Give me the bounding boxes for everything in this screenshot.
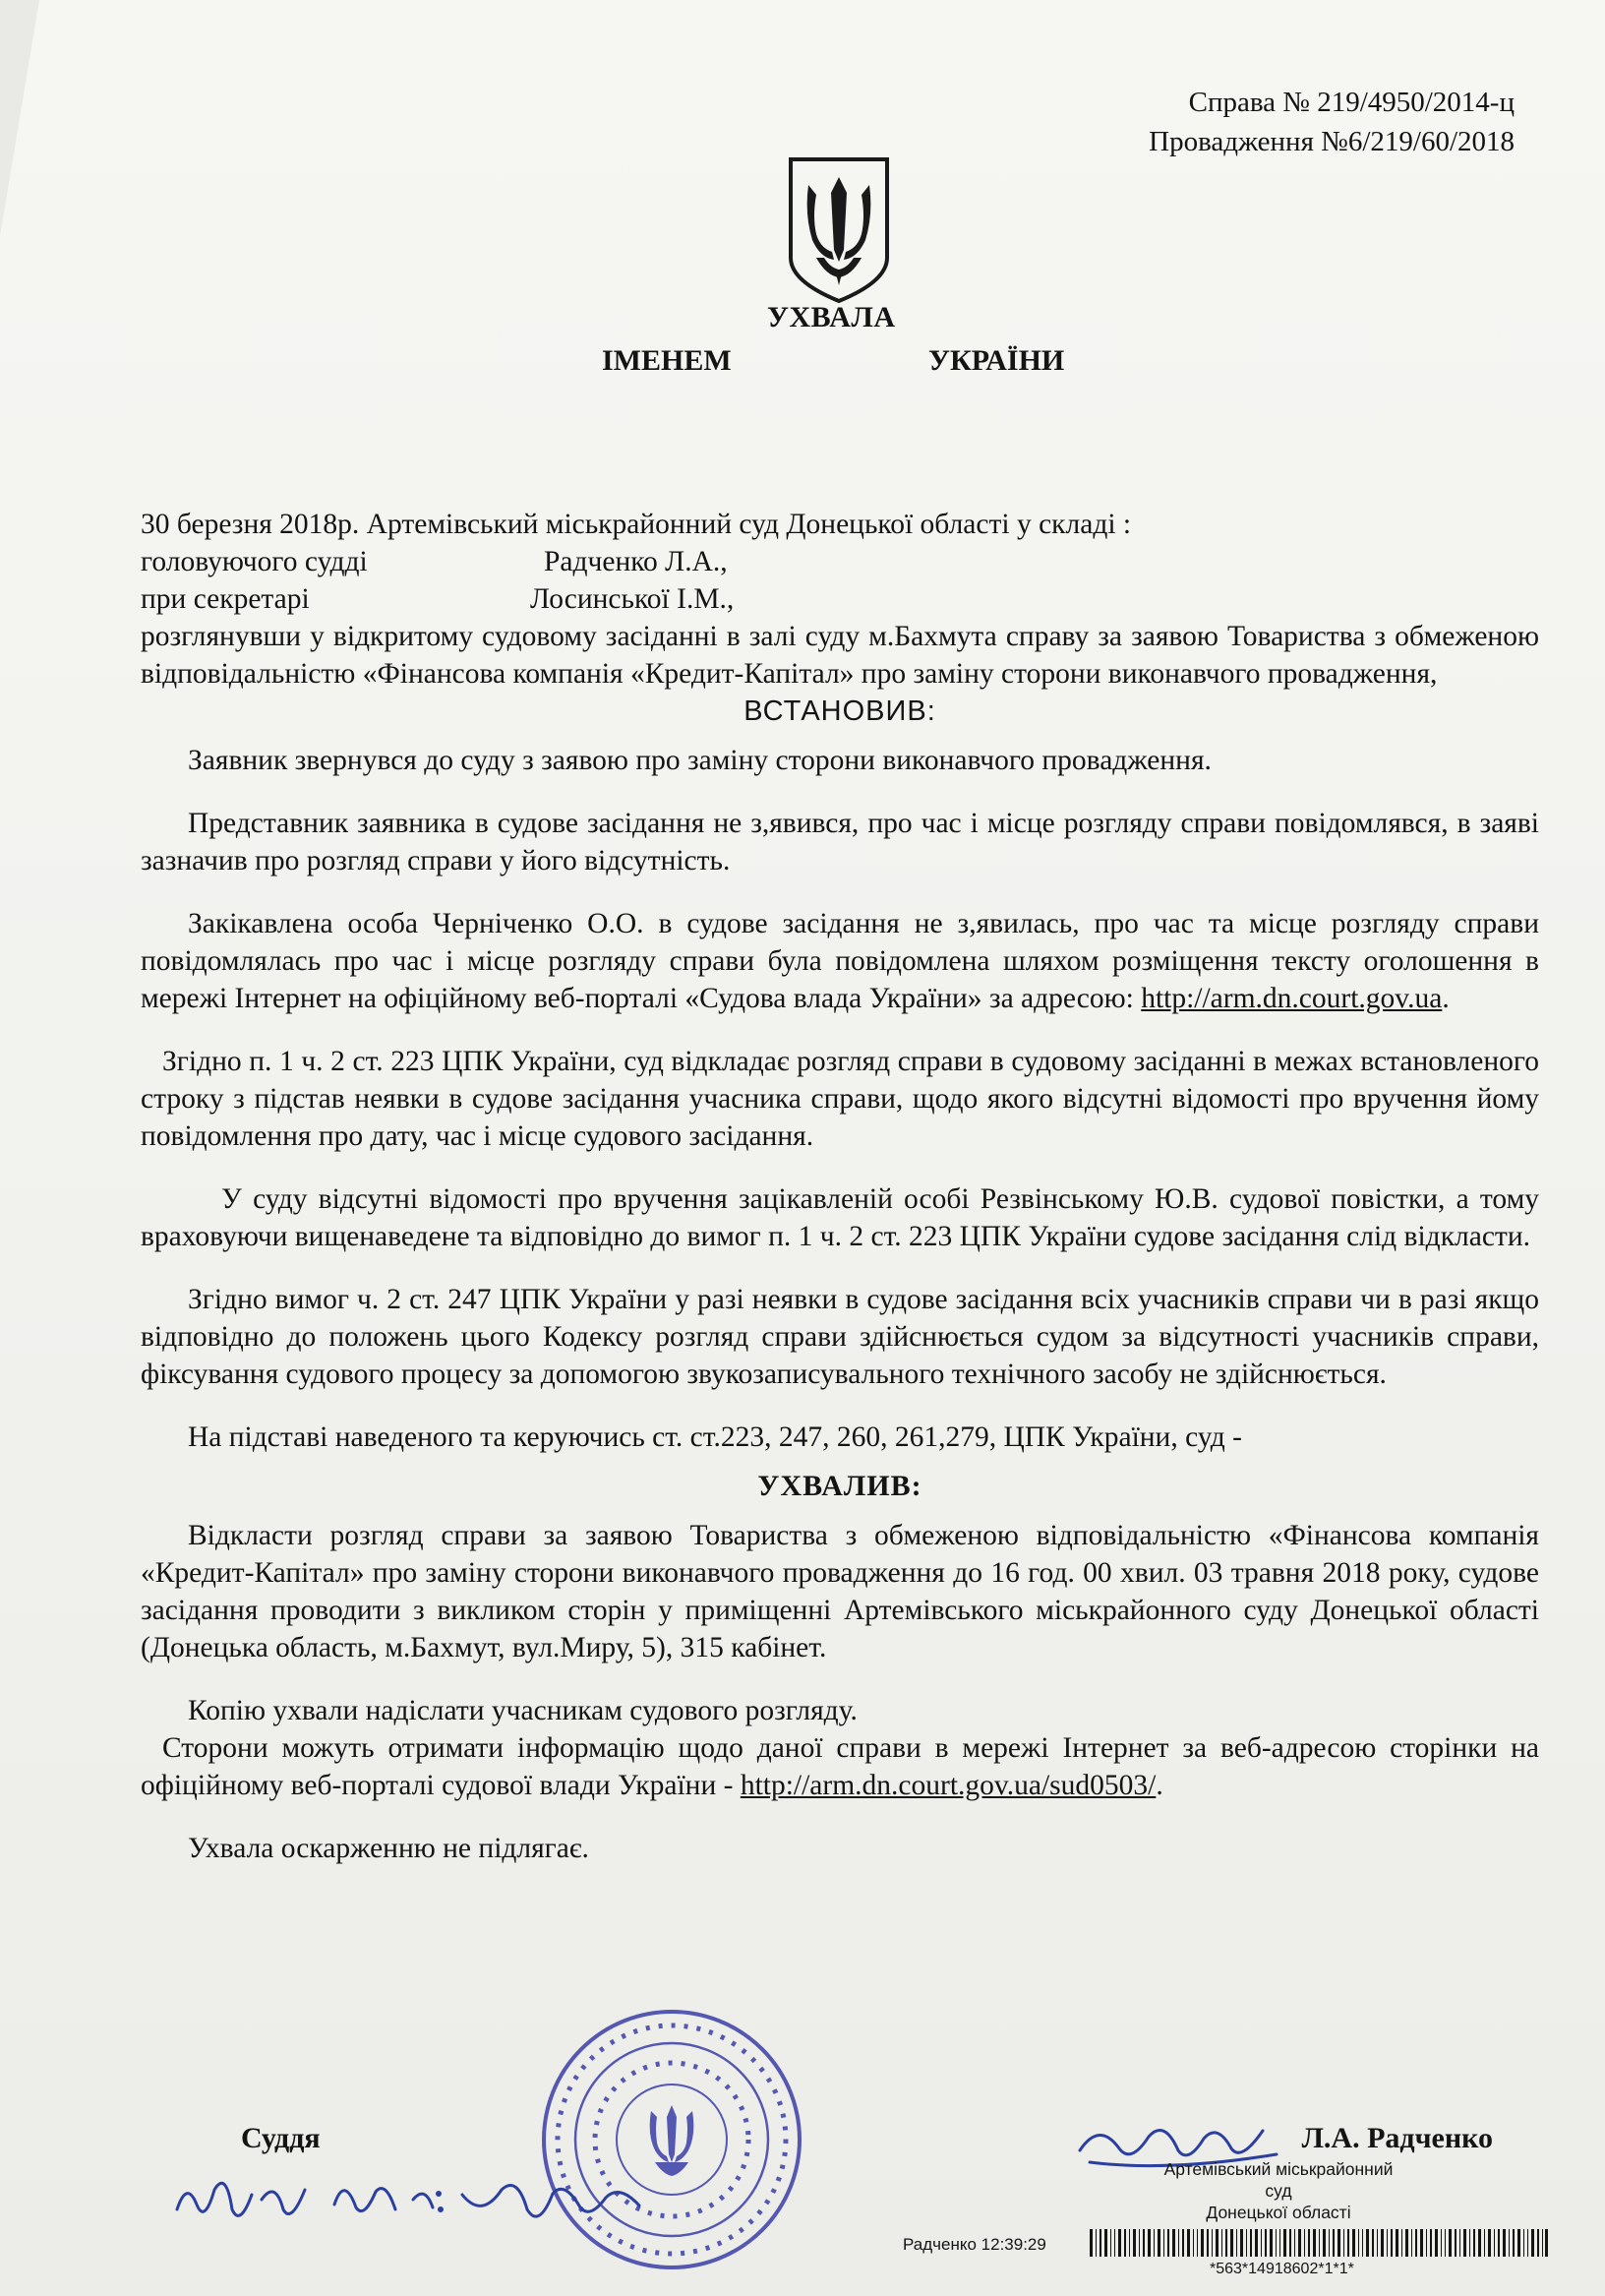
court-stamp-line-2: Донецької області — [1206, 2203, 1351, 2222]
ruled-paragraph-3-end: . — [1156, 1770, 1163, 1801]
secretary-label: при секретарі — [141, 583, 310, 615]
court-website-link[interactable]: http://arm.dn.court.gov.ua — [1141, 983, 1443, 1014]
footer-timestamp: Радченко 12:39:29 — [903, 2235, 1046, 2254]
presiding-name: Радченко Л.А., — [544, 546, 728, 577]
header-of-ukraine: УКРАЇНИ — [928, 344, 1065, 377]
document-body — [141, 506, 1539, 1867]
ruled-paragraph-3 — [141, 1729, 1539, 1804]
case-number: Справа № 219/4950/2014-ц — [1188, 87, 1515, 118]
case-info — [1149, 83, 1515, 161]
presiding-row — [141, 543, 1539, 580]
established-heading: ВСТАНОВИВ: — [743, 695, 936, 727]
header-in-the-name: ІМЕНЕМ — [602, 344, 732, 377]
ruled-paragraph-4: Ухвала оскарженню не підлягає. — [188, 1833, 589, 1864]
established-paragraph-7: На підставі наведеного та керуючись ст. ст.223, 247, 260, 261,279, ЦПК України, суд - — [188, 1421, 1242, 1453]
ruled-paragraph-2: Копію ухвали надіслати учасникам судового розгляду. — [188, 1695, 858, 1726]
established-paragraph-6: Згідно вимог ч. 2 ст. 247 ЦПК України у разі неявки в судове засідання всіх учасників справи чи в разі якщо відповідно до положень цього Кодексу розгляд справи здійснюється судом за відсутності учасників справи, фіксування судового процесу за допомогою звукозаписувального технічного засобу не здійснюється. — [141, 1284, 1539, 1390]
ruled-paragraph-3-text: Сторони можуть отримати інформацію щодо даної справи в мережі Інтернет за веб-адресою сторінки на офіційному веб-порталі судової влади України - — [141, 1732, 1539, 1801]
intro-date-line: 30 березня 2018р. Артемівський міськрайонний суд Донецької області у складі : — [141, 509, 1132, 540]
secretary-name: Лосинської І.М., — [530, 583, 735, 615]
judge-label: Суддя — [241, 2122, 321, 2154]
secretary-row — [141, 580, 1539, 618]
considered-paragraph: розглянувши у відкритому судовому засіданні в залі суду м.Бахмута справу за заявою Товариства з обмеженою відповідальністю «Фінансова компанія «Кредит-Капітал» про заміну сторони виконавчого провадження, — [141, 621, 1539, 690]
paragraph-3-text: Закікавлена особа Черніченко О.О. в судове засідання не з,явилась, про час та місце розгляду справи повідомлялась про час і місце розгляду справи була повідомлена шляхом розміщення тексту оголошення в мережі Інтернет на офіційному веб-порталі «Судова влада України» за адресою: — [141, 908, 1539, 1014]
trident-emblem-icon — [787, 155, 891, 305]
established-paragraph-1: Заявник звернувся до суду з заявою про заміну сторони виконавчого провадження. — [188, 745, 1212, 776]
judge-name: Л.А. Радченко — [1301, 2122, 1493, 2154]
document-title: УХВАЛА — [767, 301, 896, 333]
proceeding-number: Провадження №6/219/60/2018 — [1149, 126, 1515, 157]
presiding-label: головуючого судді — [141, 546, 368, 577]
established-paragraph-3 — [141, 905, 1539, 1017]
barcode — [1090, 2229, 1548, 2257]
established-paragraph-2: Представник заявника в судове засідання не з,явився, про час і місце розгляду справи повідомлявся, в заяві зазначив про розгляд справи у його відсутність. — [141, 808, 1539, 876]
page-fold — [0, 0, 39, 236]
court-sud0503-link[interactable]: http://arm.dn.court.gov.ua/sud0503/ — [740, 1770, 1157, 1801]
established-paragraph-5: У суду відсутні відомості про вручення зацікавленій особі Резвінському Ю.В. судової повістки, а тому враховуючи вищенаведене та відповідно до вимог п. 1 ч. 2 ст. 223 ЦПК України судове засідання слід відкласти. — [141, 1183, 1539, 1252]
paragraph-3-end: . — [1442, 983, 1450, 1014]
court-stamp-line-1: Артемівський міськрайонний суд — [1163, 2159, 1394, 2201]
established-paragraph-4: Згідно п. 1 ч. 2 ст. 223 ЦПК України, суд відкладає розгляд справи в судовому засіданні в межах встановленого строку з підстав неявки в судове засідання учасника справи, щодо якого відсутні відомості про вручення йому повідомлення про дату, час і місце судового засідання. — [141, 1046, 1539, 1152]
barcode-code: *563*14918602*1*1* — [1210, 2261, 1354, 2277]
ruled-paragraph-1: Відкласти розгляд справи за заявою Товариства з обмеженою відповідальністю «Фінансова компанія «Кредит-Капітал» про заміну сторони виконавчого провадження до 16 год. 00 хвил. 03 травня 2018 року, судове засідання проводити з викликом сторін у приміщенні Артемівського міськрайонного суду Донецької області (Донецька область, м.Бахмут, вул.Миру, 5), 315 кабінет. — [141, 1520, 1539, 1663]
court-name-stamp — [1160, 2158, 1397, 2223]
ruled-heading: УХВАЛИВ: — [757, 1470, 922, 1502]
handwritten-certification — [167, 2150, 679, 2239]
